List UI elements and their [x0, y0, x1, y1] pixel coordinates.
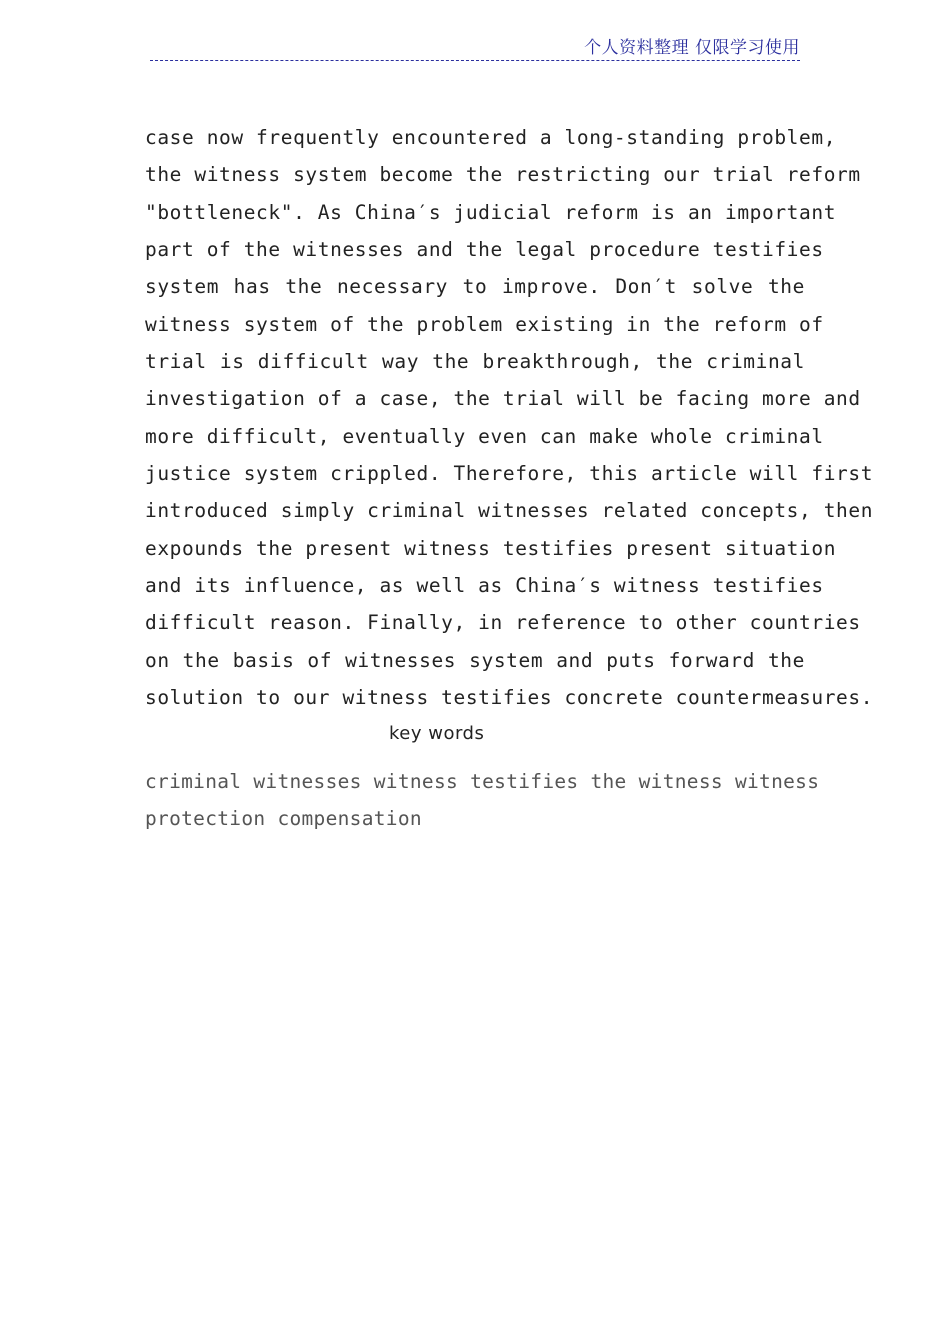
abstract-line: more difficult, eventually even can make whole criminal: [145, 424, 824, 448]
abstract-line: "bottleneck". As China′s judicial reform is an important: [145, 200, 837, 224]
abstract-line: trial is difficult way the breakthrough, the criminal: [145, 350, 805, 374]
keywords-list: [145, 763, 820, 838]
abstract-line: the witness system become the restricting our trial reform: [145, 163, 861, 187]
abstract-line: part of the witnesses and the legal procedure testifies: [145, 238, 824, 262]
abstract-body: [145, 119, 874, 717]
abstract-line: case now frequently encountered a long-standing problem,: [145, 126, 837, 149]
abstract-line: justice system crippled. Therefore, this article will first: [145, 462, 874, 486]
keywords-heading: key words: [389, 723, 485, 744]
abstract-line: difficult reason. Finally, in reference to other countries: [145, 611, 861, 635]
abstract-line: investigation of a case, the trial will be facing more and: [145, 387, 861, 411]
abstract-line: solution to our witness testifies concrete countermeasures.: [145, 686, 874, 710]
abstract-line: expounds the present witness testifies present situation: [145, 536, 837, 560]
abstract-line: introduced simply criminal witnesses related concepts, then: [145, 499, 874, 523]
keywords-line: criminal witnesses witness testifies the witness witness: [145, 770, 820, 793]
abstract-line: on the basis of witnesses system and puts forward the: [145, 648, 805, 672]
abstract-line: witness system of the problem existing in the reform of: [145, 312, 824, 336]
abstract-line: system has the necessary to improve. Don′t solve the: [145, 275, 805, 299]
keywords-line: protection compensation: [145, 807, 422, 831]
abstract-line: and its influence, as well as China′s witness testifies: [145, 574, 824, 598]
header-watermark-text: 个人资料整理 仅限学习使用: [584, 38, 800, 58]
page-header: [150, 36, 800, 61]
